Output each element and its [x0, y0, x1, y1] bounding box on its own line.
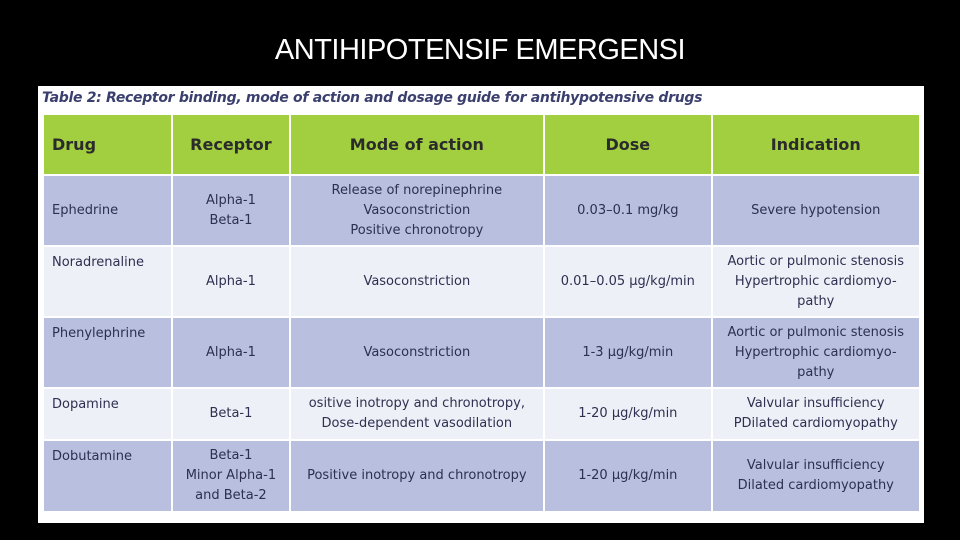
- cell-receptor: [173, 389, 288, 439]
- table-row: [44, 318, 919, 387]
- cell-mode-of-action: [291, 318, 544, 387]
- cell-drug: Phenylephrine: [44, 318, 171, 387]
- cell-receptor-line: Minor Alpha-1: [185, 468, 277, 483]
- cell-receptor-line: and Beta-2: [195, 488, 267, 503]
- cell-receptor-line: Beta-1: [209, 448, 253, 463]
- cell-indication-line: Severe hypotension: [751, 202, 881, 218]
- cell-mode-of-action-line: Dose-dependent vasodilation: [321, 416, 513, 431]
- header-drug: Drug: [44, 115, 171, 174]
- header-mode-of-action: Mode of action: [291, 115, 544, 174]
- cell-receptor-line: Beta-1: [209, 406, 253, 421]
- cell-mode-of-action-line: Vasoconstriction: [363, 202, 471, 218]
- cell-indication-line: Dilated cardiomyopathy: [737, 478, 894, 493]
- table-row: [44, 389, 919, 439]
- cell-indication-line: Valvular insufficiency: [746, 458, 885, 473]
- cell-receptor: [173, 441, 288, 511]
- table-figure: [38, 86, 924, 523]
- cell-receptor-line: Beta-1: [209, 212, 253, 228]
- cell-dose: 1-3 µg/kg/min: [545, 318, 710, 387]
- cell-dose: 1-20 µg/kg/min: [545, 441, 710, 511]
- table-header-row: [44, 115, 919, 174]
- cell-indication: [713, 389, 920, 439]
- cell-receptor: [173, 318, 288, 387]
- cell-mode-of-action-line: Vasoconstriction: [363, 344, 471, 360]
- cell-mode-of-action-line: Vasoconstriction: [363, 273, 471, 289]
- cell-receptor: [173, 247, 288, 316]
- cell-indication-line: Valvular insufficiency: [746, 396, 885, 411]
- cell-mode-of-action: [291, 389, 544, 439]
- cell-indication-line: Hypertrophic cardiomyo-: [734, 273, 897, 289]
- cell-indication-line: PDilated cardiomyopathy: [733, 416, 898, 431]
- cell-mode-of-action-line: Positive chronotropy: [350, 222, 484, 238]
- table-row: [44, 441, 919, 511]
- cell-mode-of-action-line: ositive inotropy and chronotropy,: [308, 396, 525, 411]
- table-row: [44, 176, 919, 245]
- cell-dose: 1-20 µg/kg/min: [545, 389, 710, 439]
- cell-indication: [713, 176, 920, 245]
- cell-receptor-line: Alpha-1: [205, 273, 256, 289]
- header-dose: Dose: [545, 115, 710, 174]
- table-row: [44, 247, 919, 316]
- cell-drug: Dobutamine: [44, 441, 171, 511]
- cell-drug: Dopamine: [44, 389, 171, 439]
- slide-title: ANTIHIPOTENSIF EMERGENSI: [274, 34, 686, 66]
- cell-mode-of-action: [291, 176, 544, 245]
- header-receptor: Receptor: [173, 115, 288, 174]
- cell-indication-line: Aortic or pulmonic stenosis: [727, 324, 904, 340]
- cell-mode-of-action-line: Positive inotropy and chronotropy: [307, 468, 527, 483]
- cell-receptor: [173, 176, 288, 245]
- cell-receptor-line: Alpha-1: [205, 344, 256, 360]
- cell-indication-line: Aortic or pulmonic stenosis: [727, 253, 904, 269]
- drug-table: [42, 113, 921, 513]
- cell-indication-line: Hypertrophic cardiomyo-: [734, 344, 897, 360]
- cell-mode-of-action: [291, 247, 544, 316]
- cell-mode-of-action: [291, 441, 544, 511]
- cell-dose: 0.01–0.05 µg/kg/min: [545, 247, 710, 316]
- cell-mode-of-action-line: Release of norepinephrine: [331, 182, 503, 198]
- cell-indication-line: pathy: [797, 364, 835, 380]
- table-caption: Table 2: Receptor binding, mode of action and dosage guide for antihypotensive drugs: [42, 90, 703, 106]
- cell-indication: [713, 441, 920, 511]
- cell-indication: [713, 247, 920, 316]
- cell-receptor-line: Alpha-1: [205, 192, 256, 208]
- cell-drug: Noradrenaline: [44, 247, 171, 316]
- cell-dose: 0.03–0.1 mg/kg: [545, 176, 710, 245]
- table-body: [44, 176, 919, 511]
- header-indication: Indication: [713, 115, 920, 174]
- cell-indication: [713, 318, 920, 387]
- cell-indication-line: pathy: [797, 293, 835, 309]
- cell-drug: Ephedrine: [44, 176, 171, 245]
